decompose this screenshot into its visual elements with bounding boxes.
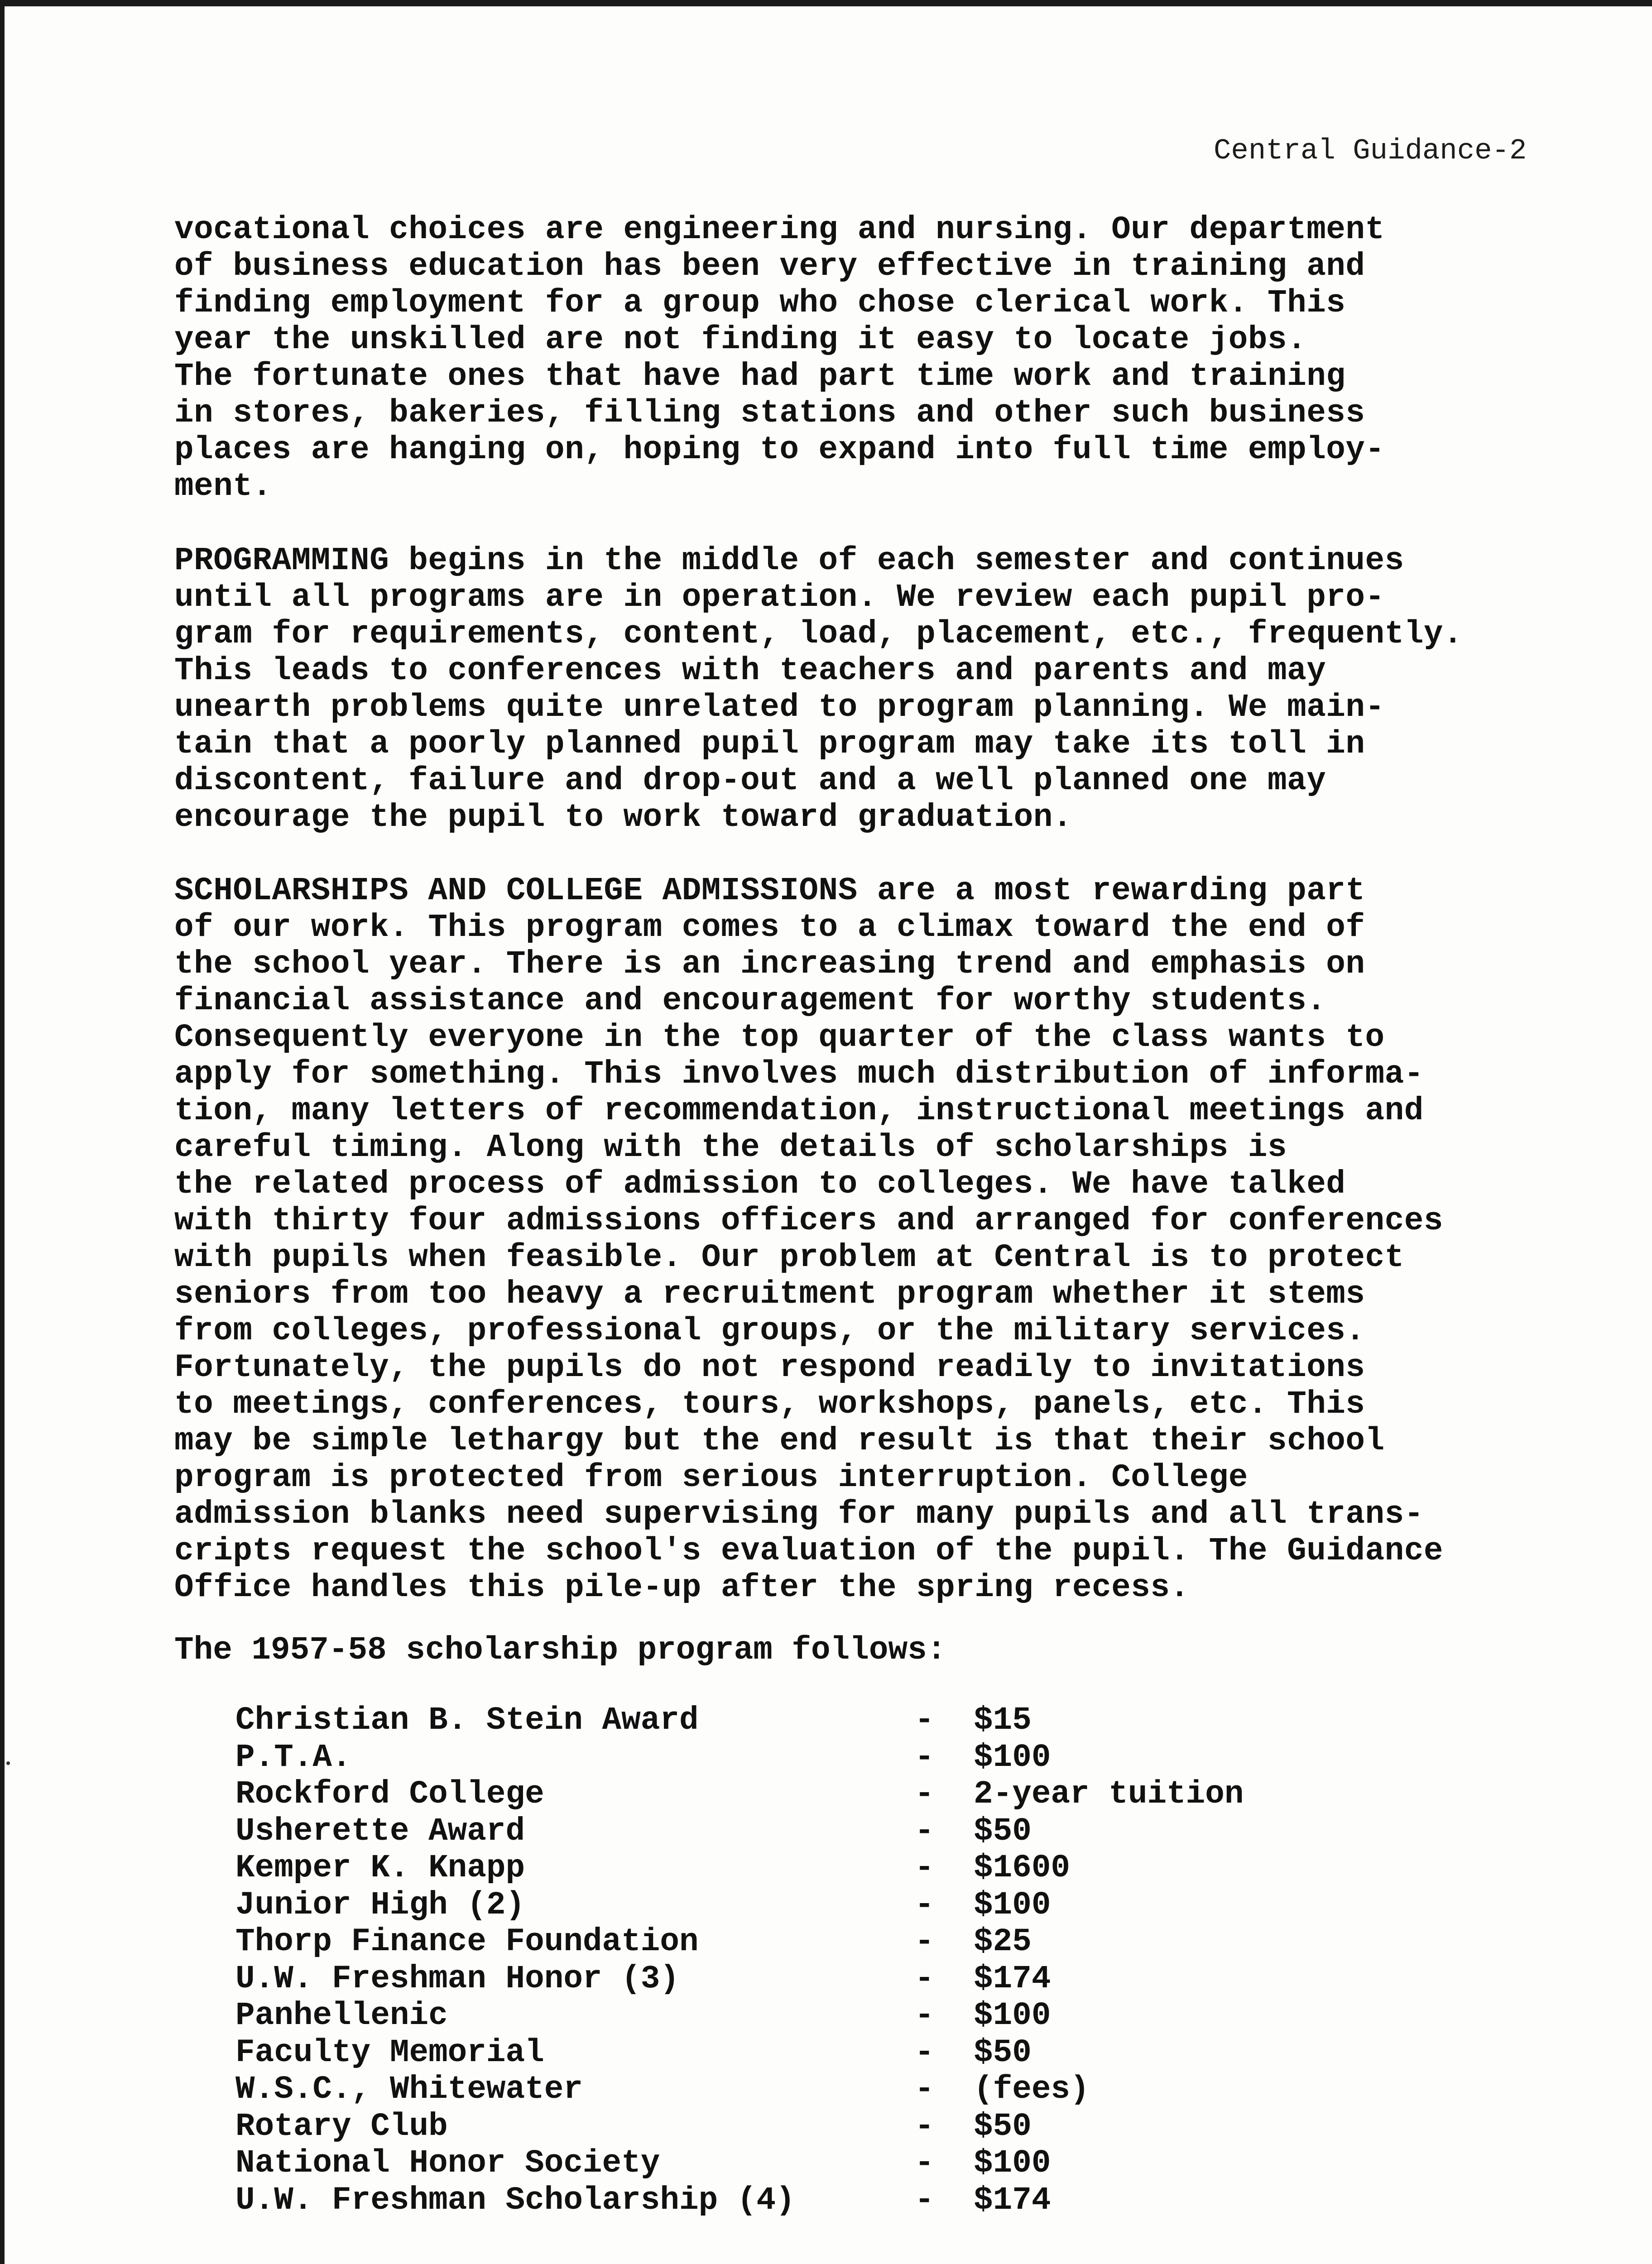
scholarship-dash: - bbox=[915, 1998, 934, 2034]
text-line: until all programs are in operation. We review each pupil pro- bbox=[174, 580, 1385, 616]
scholarship-row bbox=[235, 1887, 1549, 1924]
scholarship-amount: $100 bbox=[974, 1739, 1051, 1776]
text-line: The fortunate ones that have had part time work and training bbox=[174, 359, 1346, 395]
text-line: with thirty four admissions officers and arranged for conferences bbox=[174, 1203, 1443, 1239]
scholarship-dash: - bbox=[915, 1850, 934, 1886]
scholarship-row bbox=[235, 1703, 1549, 1740]
scholarship-amount: $100 bbox=[974, 2145, 1051, 2182]
scholarship-amount: 2-year tuition bbox=[974, 1776, 1244, 1813]
text-line: SCHOLARSHIPS AND COLLEGE ADMISSIONS are a most rewarding part bbox=[174, 873, 1365, 909]
page-header: Central Guidance-2 bbox=[1214, 135, 1527, 168]
scholarship-amount: $174 bbox=[974, 1961, 1051, 1997]
text-line: cripts request the school's evaluation of the pupil. The Guidance bbox=[174, 1533, 1443, 1569]
scholarship-row bbox=[235, 2145, 1549, 2182]
scholarship-amount: $50 bbox=[974, 2108, 1032, 2145]
scholarship-row bbox=[235, 2035, 1549, 2072]
paragraph-vocational bbox=[174, 212, 1642, 505]
text-line: may be simple lethargy but the end result is that their school bbox=[174, 1423, 1385, 1459]
scholarship-name: Kemper K. Knapp bbox=[235, 1850, 525, 1886]
scholarship-name: U.W. Freshman Honor (3) bbox=[235, 1961, 679, 1997]
text-line: tain that a poorly planned pupil program may take its toll in bbox=[174, 726, 1365, 763]
text-line: vocational choices are engineering and nursing. Our department bbox=[174, 212, 1385, 248]
text-line: admission blanks need supervising for many pupils and all trans- bbox=[174, 1497, 1424, 1533]
scholarship-amount: $174 bbox=[974, 2182, 1051, 2219]
text-line: gram for requirements, content, load, placement, etc., frequently. bbox=[174, 616, 1463, 652]
scholarship-name: Junior High (2) bbox=[235, 1887, 525, 1923]
scholarship-name: Faculty Memorial bbox=[235, 2034, 544, 2071]
text-line: unearth problems quite unrelated to program planning. We main- bbox=[174, 690, 1385, 726]
scholarship-amount: (fees) bbox=[974, 2072, 1090, 2108]
scholarship-amount: $50 bbox=[974, 2034, 1032, 2071]
scholarship-dash: - bbox=[915, 2072, 934, 2108]
scholarship-amount: $100 bbox=[974, 1887, 1051, 1923]
text-line: Consequently everyone in the top quarter of the class wants to bbox=[174, 1020, 1385, 1056]
text-line: places are hanging on, hoping to expand into full time employ- bbox=[174, 432, 1385, 468]
text-line: financial assistance and encouragement for worthy students. bbox=[174, 983, 1326, 1019]
scholarship-row bbox=[235, 1850, 1549, 1887]
text-line: careful timing. Along with the details of scholarships is bbox=[174, 1130, 1287, 1166]
scholarship-row bbox=[235, 1961, 1549, 1998]
scholarship-row bbox=[235, 1740, 1549, 1777]
scholarship-dash: - bbox=[915, 1776, 934, 1813]
scholarship-row bbox=[235, 1998, 1549, 2035]
scholarship-row bbox=[235, 2109, 1549, 2146]
scholarship-name: P.T.A. bbox=[235, 1739, 351, 1776]
scholarship-dash: - bbox=[915, 2108, 934, 2145]
scholarship-dash: - bbox=[915, 1703, 934, 1739]
scholarship-row bbox=[235, 2072, 1549, 2109]
text-line: from colleges, professional groups, or the military services. bbox=[174, 1313, 1365, 1349]
text-line: Office handles this pile-up after the spring recess. bbox=[174, 1570, 1190, 1606]
scholarship-amount: $25 bbox=[974, 1924, 1032, 1960]
scholarship-row bbox=[235, 2182, 1549, 2220]
text-line: to meetings, conferences, tours, workshops, panels, etc. This bbox=[174, 1386, 1365, 1423]
scan-top-edge bbox=[0, 0, 1652, 6]
scholarship-name: Usherette Award bbox=[235, 1813, 525, 1850]
scholarship-name: Rotary Club bbox=[235, 2108, 448, 2145]
text-line: seniors from too heavy a recruitment program whether it stems bbox=[174, 1276, 1365, 1313]
scholarship-row bbox=[235, 1924, 1549, 1961]
scholarship-name: U.W. Freshman Scholarship (4) bbox=[235, 2182, 795, 2219]
scholarship-dash: - bbox=[915, 2182, 934, 2219]
text-line: of our work. This program comes to a climax toward the end of bbox=[174, 910, 1365, 946]
text-line: ment. bbox=[174, 469, 272, 505]
text-line: with pupils when feasible. Our problem at Central is to protect bbox=[174, 1240, 1404, 1276]
scholarship-name: Rockford College bbox=[235, 1776, 544, 1813]
scholarship-dash: - bbox=[915, 2034, 934, 2071]
scan-left-edge bbox=[0, 0, 5, 2264]
scholarship-dash: - bbox=[915, 1924, 934, 1960]
text-line: year the unskilled are not finding it easy to locate jobs. bbox=[174, 322, 1307, 358]
text-line: in stores, bakeries, filling stations and other such business bbox=[174, 395, 1365, 432]
paragraph-scholarships-admissions bbox=[174, 873, 1642, 1607]
text-line: Fortunately, the pupils do not respond readily to invitations bbox=[174, 1350, 1365, 1386]
scholarship-dash: - bbox=[915, 1813, 934, 1850]
scholarship-amount: $100 bbox=[974, 1998, 1051, 2034]
scholarship-amount: $50 bbox=[974, 1813, 1032, 1850]
scholarship-name: W.S.C., Whitewater bbox=[235, 2072, 583, 2108]
text-line: of business education has been very effective in training and bbox=[174, 249, 1365, 285]
scholarship-name: Panhellenic bbox=[235, 1998, 448, 2034]
scholarship-dash: - bbox=[915, 1887, 934, 1923]
scholarship-name: Christian B. Stein Award bbox=[235, 1703, 699, 1739]
text-line: PROGRAMMING begins in the middle of each semester and continues bbox=[174, 543, 1404, 579]
scholarship-dash: - bbox=[915, 1739, 934, 1776]
text-line: program is protected from serious interruption. College bbox=[174, 1460, 1248, 1496]
text-line: This leads to conferences with teachers and parents and may bbox=[174, 653, 1326, 689]
paragraph-programming bbox=[174, 543, 1642, 836]
scholarship-row bbox=[235, 1813, 1549, 1851]
scholarship-name: Thorp Finance Foundation bbox=[235, 1924, 699, 1960]
scholarship-dash: - bbox=[915, 2145, 934, 2182]
text-line: apply for something. This involves much distribution of informa- bbox=[174, 1056, 1424, 1093]
scholarship-name: National Honor Society bbox=[235, 2145, 660, 2182]
text-line: encourage the pupil to work toward graduation. bbox=[174, 800, 1072, 836]
scholarship-row bbox=[235, 1776, 1549, 1813]
text-line: the school year. There is an increasing trend and emphasis on bbox=[174, 946, 1365, 983]
text-line: finding employment for a group who chose clerical work. This bbox=[174, 285, 1346, 321]
scholarship-amount: $15 bbox=[974, 1703, 1032, 1739]
text-line: discontent, failure and drop-out and a well planned one may bbox=[174, 763, 1326, 799]
scholarship-list bbox=[235, 1703, 1549, 2219]
scan-speck bbox=[6, 1761, 10, 1765]
scholarship-amount: $1600 bbox=[974, 1850, 1071, 1886]
text-line: tion, many letters of recommendation, instructional meetings and bbox=[174, 1093, 1424, 1129]
text-line: the related process of admission to colleges. We have talked bbox=[174, 1166, 1346, 1203]
scholarship-dash: - bbox=[915, 1961, 934, 1997]
scholarship-intro: The 1957-58 scholarship program follows: bbox=[174, 1632, 946, 1669]
